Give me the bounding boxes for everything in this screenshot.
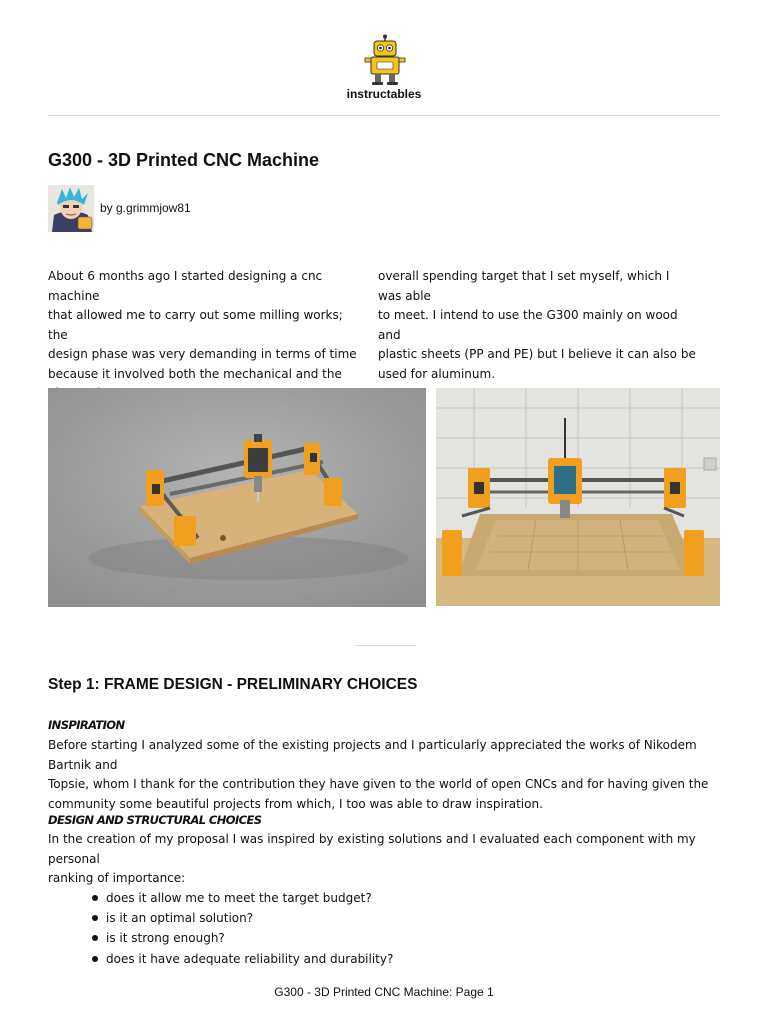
author-link[interactable]: by g.grimmjow81 bbox=[100, 201, 191, 215]
subheading-design: DESIGN AND STRUCTURAL CHOICES bbox=[48, 813, 262, 827]
header-divider bbox=[48, 115, 720, 116]
paragraph-line: Topsie, whom I thank for the contribution they have given to the world of open CNCs and for having given the bbox=[48, 777, 709, 791]
cnc-render-illustration bbox=[48, 388, 426, 607]
paragraph-line: ranking of importance: bbox=[48, 871, 186, 885]
list-item: does it allow me to meet the target budget? bbox=[92, 888, 393, 908]
intro-line: overall spending target that I set myself, which I was able bbox=[378, 269, 670, 303]
article-title: G300 - 3D Printed CNC Machine bbox=[48, 150, 320, 170]
cnc-render-photo[interactable] bbox=[48, 388, 426, 607]
site-brand[interactable]: instructables bbox=[346, 87, 422, 101]
paragraph-line: In the creation of my proposal I was inspired by existing solutions and I evaluated each component with my personal bbox=[48, 832, 696, 866]
list-item: is it an optimal solution? bbox=[92, 908, 393, 928]
intro-line: About 6 months ago I started designing a cnc machine bbox=[48, 269, 323, 303]
list-item: is it strong enough? bbox=[92, 928, 393, 948]
author-avatar[interactable] bbox=[48, 185, 94, 232]
list-item: does it have adequate reliability and durability? bbox=[92, 949, 393, 969]
step-title: Step 1: FRAME DESIGN - PRELIMINARY CHOICES bbox=[48, 676, 418, 693]
criteria-list bbox=[92, 888, 393, 969]
instructables-robot-logo bbox=[362, 34, 408, 86]
intro-line: design phase was very demanding in terms of time bbox=[48, 347, 357, 361]
cnc-photo-real[interactable] bbox=[436, 388, 720, 606]
intro-line: that allowed me to carry out some milling works; the bbox=[48, 308, 343, 342]
paragraph-line: community some beautiful projects from which, I too was able to draw inspiration. bbox=[48, 796, 543, 811]
intro-line: because it involved both the mechanical and the bbox=[48, 366, 342, 381]
intro-column-right bbox=[378, 267, 696, 384]
section-divider bbox=[356, 645, 416, 646]
intro-line: plastic sheets (PP and PE) but I believe it can also be bbox=[378, 347, 696, 361]
intro-line: to meet. I intend to use the G300 mainly on wood and bbox=[378, 308, 678, 342]
cnc-real-illustration bbox=[436, 388, 720, 606]
inspiration-paragraph bbox=[48, 736, 728, 814]
subheading-inspiration: INSPIRATION bbox=[48, 718, 125, 732]
paragraph-line: Before starting I analyzed some of the existing projects and I particularly appreciated the works of Nikodem Bartnik and bbox=[48, 738, 697, 772]
design-paragraph bbox=[48, 830, 728, 889]
intro-line: used for aluminum. bbox=[378, 366, 496, 381]
page-footer: G300 - 3D Printed CNC Machine: Page 1 bbox=[274, 985, 494, 999]
